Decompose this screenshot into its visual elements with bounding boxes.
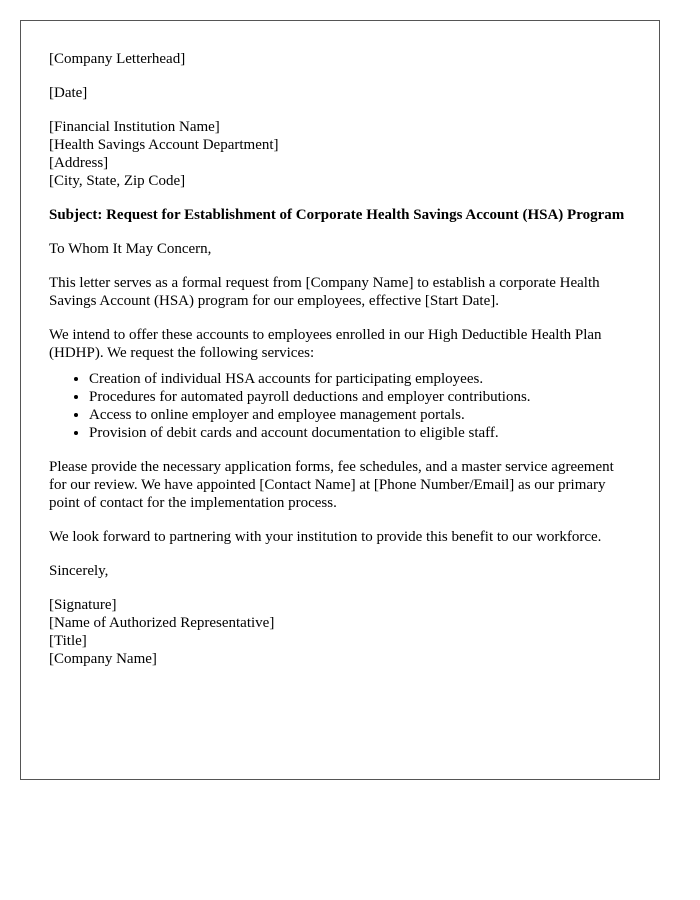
signature-placeholder: [Signature]: [49, 597, 117, 613]
services-list: [49, 370, 631, 442]
letterhead-text: [Company Letterhead]: [49, 51, 186, 67]
signature-block: [49, 596, 631, 668]
request-paragraph: Please provide the necessary application forms, fee schedules, and a master service agreement for our review. We have appointed [Contact Name] at [Phone Number/Email] as our primary point of contact for the implementation process.: [49, 459, 614, 511]
list-item: • Provision of debit cards and account documentation to eligible staff.: [89, 424, 631, 442]
list-item: • Procedures for automated payroll deductions and employer contributions.: [89, 388, 631, 406]
signoff: Sincerely,: [49, 563, 109, 579]
intent-paragraph: We intend to offer these accounts to employees enrolled in our High Deductible Health Plan (HDHP). We request the following services:: [49, 327, 602, 361]
closing-paragraph: We look forward to partnering with your institution to provide this benefit to our workforce.: [49, 529, 602, 545]
recipient-institution: [Financial Institution Name]: [49, 119, 220, 135]
recipient-city-state-zip: [City, State, Zip Code]: [49, 173, 186, 189]
letter-date: [49, 84, 631, 102]
letter-page: [20, 20, 660, 780]
signer-name: [Name of Authorized Representative]: [49, 615, 275, 631]
signer-company: [Company Name]: [49, 651, 157, 667]
intro-paragraph: This letter serves as a formal request from [Company Name] to establish a corporate Health Savings Account (HSA) program for our employees, effective [Start Date].: [49, 275, 600, 309]
letterhead: [49, 50, 631, 68]
recipient-department: [Health Savings Account Department]: [49, 137, 279, 153]
recipient-address-line: [Address]: [49, 155, 109, 171]
list-item: • Creation of individual HSA accounts for participating employees.: [89, 370, 631, 388]
salutation: To Whom It May Concern,: [49, 241, 212, 257]
signer-title: [Title]: [49, 633, 87, 649]
date-text: [Date]: [49, 85, 88, 101]
recipient-address: [49, 118, 631, 190]
list-item: • Access to online employer and employee management portals.: [89, 406, 631, 424]
subject-line: Subject: Request for Establishment of Corporate Health Savings Account (HSA) Program: [49, 207, 625, 223]
